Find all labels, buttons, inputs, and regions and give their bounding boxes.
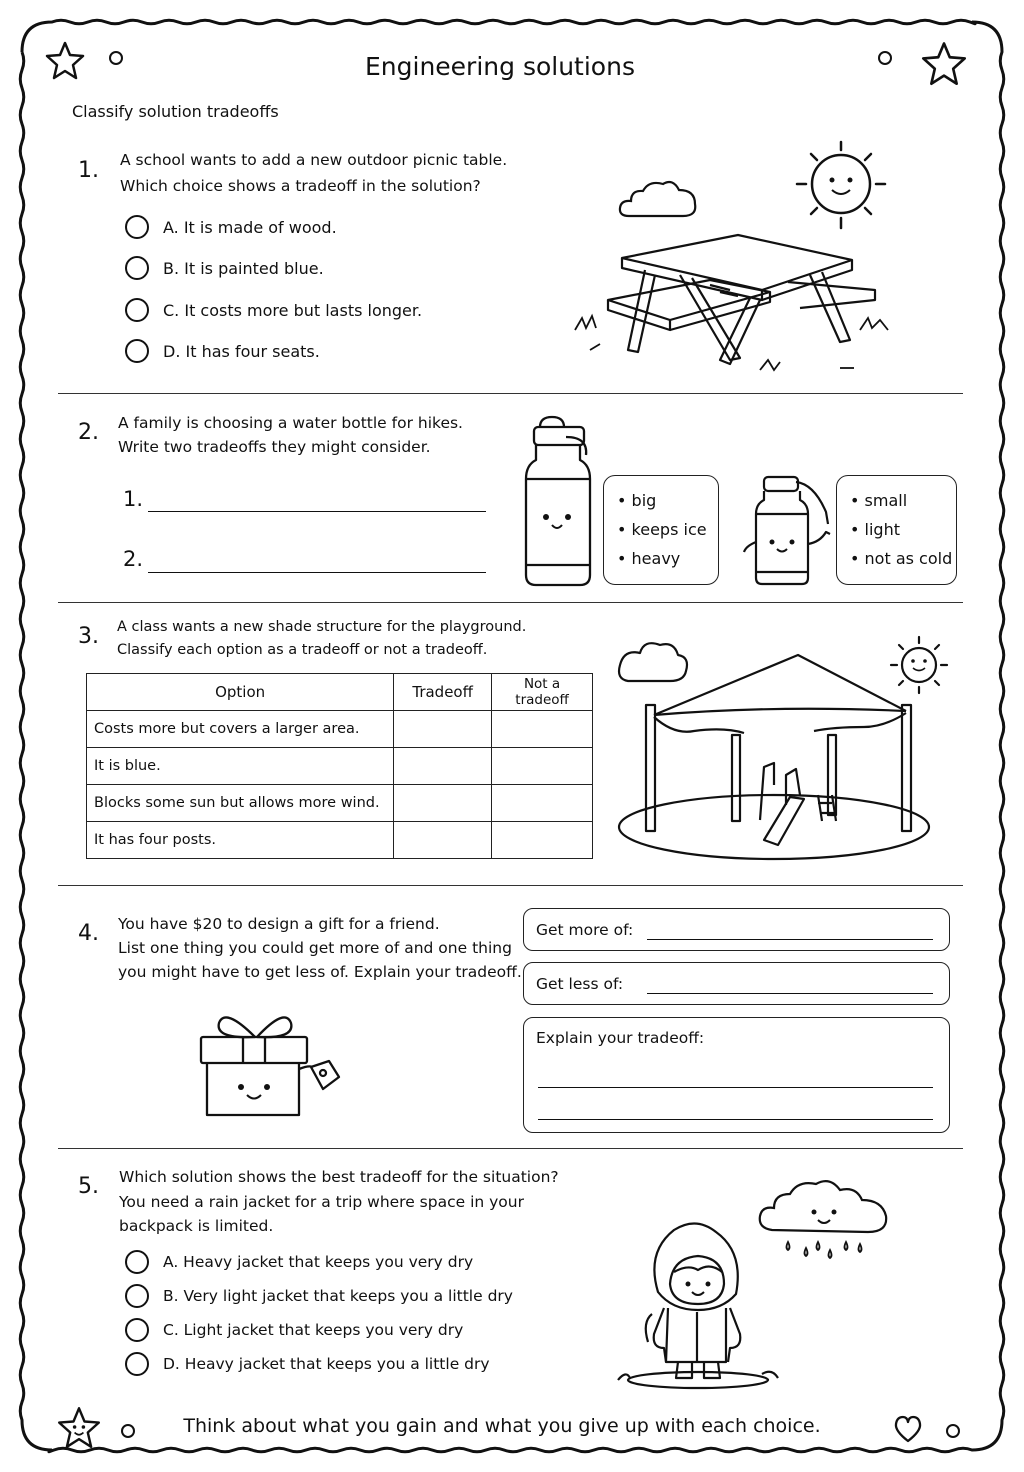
trait-item: • light (850, 520, 900, 539)
radio-button[interactable] (125, 1284, 149, 1308)
footer-hint: Think about what you gain and what you give up with each choice. (183, 1415, 821, 1437)
option-cell: It is blue. (87, 748, 394, 785)
get-less-field[interactable] (523, 962, 950, 1005)
option-cell: Costs more but covers a larger area. (87, 711, 394, 748)
q1-text-line1: A school wants to add a new outdoor picnic table. (120, 151, 508, 169)
column-header-tradeoff: Tradeoff (394, 674, 492, 711)
q2-number: 2. (78, 420, 99, 445)
section-divider (58, 1148, 963, 1149)
q4-text-line2: List one thing you could get more of and one thing (118, 939, 512, 957)
q5-text-line1: Which solution shows the best tradeoff for the situation? (119, 1168, 559, 1186)
option-label: C. Light jacket that keeps you very dry (163, 1321, 464, 1339)
trait-item: • keeps ice (617, 520, 707, 539)
water-bottle-icon (522, 415, 594, 590)
tradeoff-cell[interactable] (394, 711, 492, 748)
page-title: Engineering solutions (365, 52, 635, 81)
q1-option-c[interactable] (125, 298, 422, 322)
option-label: A. Heavy jacket that keeps you very dry (163, 1253, 474, 1271)
page-subtitle: Classify solution tradeoffs (72, 102, 279, 121)
explain-line-1[interactable] (538, 1087, 933, 1088)
circle-decoration (946, 1424, 960, 1438)
answer-line-2[interactable] (148, 572, 486, 573)
q5-option-b[interactable] (125, 1284, 513, 1308)
get-less-line[interactable] (647, 993, 933, 994)
option-label: D. It has four seats. (163, 341, 320, 361)
q5-option-d[interactable] (125, 1352, 490, 1376)
radio-button[interactable] (125, 256, 149, 280)
get-less-label: Get less of: (536, 975, 624, 993)
not-tradeoff-cell[interactable] (492, 822, 593, 859)
gift-icon (195, 1005, 345, 1125)
get-more-label: Get more of: (536, 921, 634, 939)
q1-option-b[interactable] (125, 256, 324, 280)
radio-button[interactable] (125, 298, 149, 322)
get-more-line[interactable] (647, 939, 933, 940)
q4-number: 4. (78, 921, 99, 946)
q2-text-line1: A family is choosing a water bottle for hikes. (118, 414, 463, 432)
radio-button[interactable] (125, 1250, 149, 1274)
explain-field[interactable] (523, 1017, 950, 1133)
table-row (87, 711, 593, 748)
option-label: C. It costs more but lasts longer. (163, 300, 423, 320)
picnic-table-icon (570, 230, 890, 380)
cloud-icon (617, 178, 699, 220)
q5-option-c[interactable] (125, 1318, 463, 1342)
q1-option-d[interactable] (125, 339, 320, 363)
shade-structure-icon (614, 635, 969, 865)
table-header-row (87, 674, 593, 711)
q1-option-a[interactable] (125, 215, 337, 239)
radio-button[interactable] (125, 1352, 149, 1376)
q4-text-line3: you might have to get less of. Explain your tradeoff. (118, 963, 522, 981)
get-more-field[interactable] (523, 908, 950, 951)
q5-text-line2: You need a rain jacket for a trip where space in your (119, 1193, 524, 1211)
trait-item: • small (850, 491, 908, 510)
heart-icon (893, 1415, 923, 1443)
explain-line-2[interactable] (538, 1119, 933, 1120)
not-tradeoff-cell[interactable] (492, 748, 593, 785)
q5-number: 5. (78, 1174, 99, 1199)
not-tradeoff-cell[interactable] (492, 711, 593, 748)
water-bottle-icon (740, 472, 832, 587)
not-tradeoff-cell[interactable] (492, 785, 593, 822)
explain-label: Explain your tradeoff: (536, 1029, 705, 1047)
column-header-not-tradeoff: Not a tradeoff (492, 674, 593, 711)
classification-table (86, 673, 593, 859)
table-row (87, 748, 593, 785)
section-divider (58, 885, 963, 886)
q5-option-a[interactable] (125, 1250, 473, 1274)
tradeoff-cell[interactable] (394, 822, 492, 859)
q2-text-line2: Write two tradeoffs they might consider. (118, 438, 431, 456)
column-header-option: Option (87, 674, 394, 711)
radio-button[interactable] (125, 339, 149, 363)
option-cell: Blocks some sun but allows more wind. (87, 785, 394, 822)
tradeoff-cell[interactable] (394, 748, 492, 785)
small-bottle-traits-bubble (836, 475, 957, 585)
q1-text-line2: Which choice shows a tradeoff in the solution? (120, 177, 481, 195)
trait-item: • not as cold (850, 549, 953, 568)
trait-item: • heavy (617, 549, 681, 568)
q3-text-line2: Classify each option as a tradeoff or not a tradeoff. (117, 642, 488, 658)
sun-icon (795, 140, 887, 230)
answer-line-label-1: 1. (123, 487, 144, 511)
q5-text-line3: backpack is limited. (119, 1217, 274, 1235)
option-cell: It has four posts. (87, 822, 394, 859)
table-row (87, 785, 593, 822)
answer-line-1[interactable] (148, 511, 486, 512)
q1-number: 1. (78, 158, 99, 183)
section-divider (58, 602, 963, 603)
trait-item: • big (617, 491, 657, 510)
q4-text-line1: You have $20 to design a gift for a friend. (118, 915, 440, 933)
q3-number: 3. (78, 624, 99, 649)
option-label: B. It is painted blue. (163, 258, 324, 278)
child-raincoat-icon (612, 1222, 784, 1390)
option-label: A. It is made of wood. (163, 217, 337, 237)
option-label: B. Very light jacket that keeps you a little dry (163, 1287, 513, 1305)
radio-button[interactable] (125, 1318, 149, 1342)
section-divider (58, 393, 963, 394)
table-row (87, 822, 593, 859)
option-label: D. Heavy jacket that keeps you a little dry (163, 1355, 490, 1373)
q3-text-line1: A class wants a new shade structure for the playground. (117, 619, 527, 635)
answer-line-label-2: 2. (123, 547, 144, 571)
big-bottle-traits-bubble (603, 475, 719, 585)
radio-button[interactable] (125, 215, 149, 239)
tradeoff-cell[interactable] (394, 785, 492, 822)
